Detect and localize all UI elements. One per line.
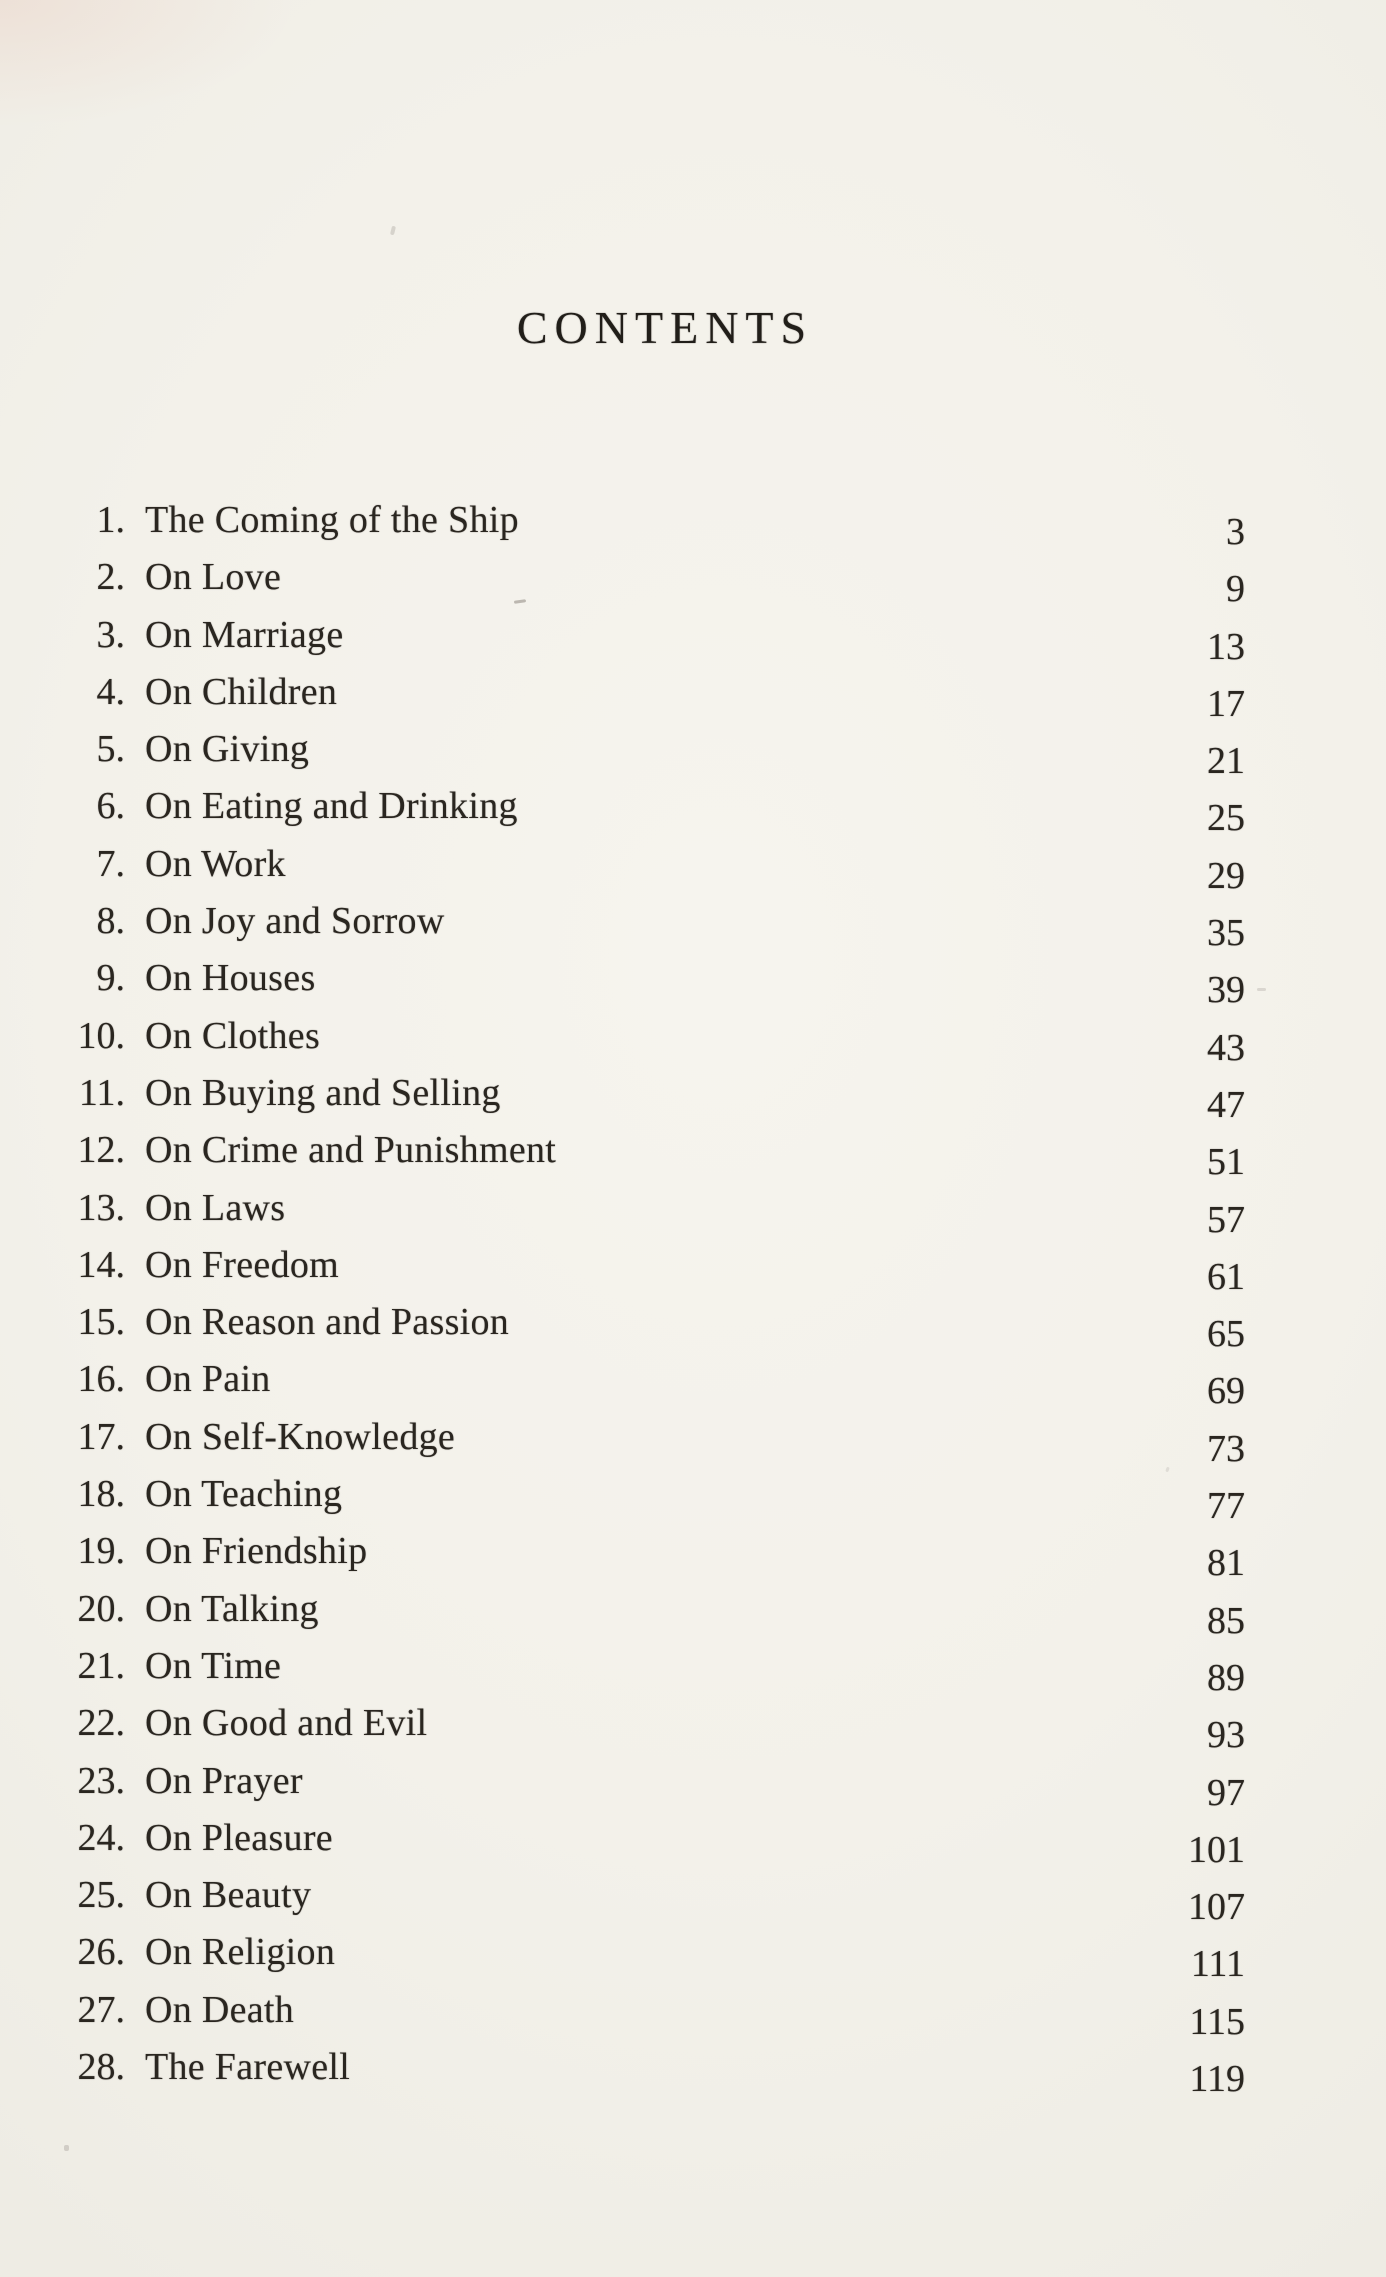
chapter-title: On Marriage — [145, 613, 344, 656]
chapter-number: 2. — [96, 556, 125, 599]
chapter-title: On Good and Evil — [145, 1702, 428, 1745]
chapter-number: 3. — [96, 613, 125, 656]
chapter-number: 5. — [96, 728, 125, 771]
chapter-title: On Work — [145, 842, 286, 885]
chapter-number: 13. — [77, 1186, 125, 1229]
chapter-number: 18. — [77, 1473, 125, 1516]
chapter-number: 14. — [77, 1243, 125, 1286]
chapter-number: 8. — [96, 900, 125, 943]
chapter-title: On Death — [145, 1988, 295, 2031]
page-number: 35 — [1207, 912, 1245, 955]
chapter-number: 26. — [77, 1931, 125, 1974]
chapter-number: 17. — [77, 1415, 125, 1458]
page-number: 101 — [1188, 1828, 1245, 1871]
chapter-title: On Friendship — [145, 1530, 368, 1573]
paper-speck — [390, 226, 396, 236]
chapter-number: 12. — [77, 1129, 125, 1172]
page-number: 69 — [1207, 1370, 1245, 1413]
chapter-title: On Laws — [145, 1186, 286, 1229]
page-number: 119 — [1189, 2058, 1245, 2101]
page-number: 29 — [1207, 854, 1245, 897]
chapter-number: 22. — [77, 1702, 125, 1745]
chapter-title: On Houses — [145, 957, 316, 1000]
page-number: 21 — [1207, 740, 1245, 783]
page-number: 57 — [1207, 1198, 1245, 1241]
page-number: 43 — [1207, 1026, 1245, 1069]
page-number: 73 — [1207, 1427, 1245, 1470]
chapter-title: On Time — [145, 1644, 282, 1687]
chapter-number: 11. — [78, 1071, 125, 1114]
chapter-number: 9. — [96, 957, 125, 1000]
paper-speck — [64, 2145, 69, 2151]
chapter-number: 19. — [77, 1530, 125, 1573]
chapter-number: 20. — [77, 1587, 125, 1630]
chapter-title: On Love — [145, 556, 282, 599]
chapter-title: On Eating and Drinking — [145, 785, 518, 828]
chapter-number: 28. — [77, 2046, 125, 2089]
chapter-title: On Prayer — [145, 1759, 303, 1802]
chapter-title: On Children — [145, 670, 338, 713]
page-number: 89 — [1207, 1656, 1245, 1699]
chapter-title: On Teaching — [145, 1473, 343, 1516]
chapter-title: The Coming of the Ship — [145, 499, 519, 541]
page-number: 93 — [1207, 1714, 1245, 1757]
chapter-number: 4. — [96, 670, 125, 713]
page-number: 47 — [1207, 1083, 1245, 1126]
table-of-contents — [0, 492, 1386, 2101]
page-number: 107 — [1188, 1886, 1245, 1929]
chapter-title: On Beauty — [145, 1874, 312, 1917]
chapter-number: 23. — [77, 1759, 125, 1802]
page-number: 51 — [1207, 1141, 1245, 1184]
chapter-number: 6. — [96, 785, 125, 828]
page-title: CONTENTS — [516, 302, 814, 353]
page-number: 115 — [1189, 2000, 1245, 2043]
chapter-number: 24. — [77, 1816, 125, 1859]
chapter-title: On Freedom — [145, 1243, 340, 1286]
chapter-title: On Buying and Selling — [145, 1071, 501, 1114]
chapter-title: On Talking — [145, 1587, 319, 1630]
chapter-title: On Self-Knowledge — [145, 1415, 456, 1458]
chapter-title: On Clothes — [145, 1014, 321, 1057]
page-number: 9 — [1226, 568, 1245, 611]
paper-speck — [1257, 988, 1266, 991]
page-number: 25 — [1207, 797, 1245, 840]
chapter-title: On Joy and Sorrow — [145, 900, 445, 943]
page-number: 13 — [1207, 625, 1245, 668]
page-number: 77 — [1207, 1485, 1245, 1528]
chapter-number: 15. — [77, 1301, 125, 1344]
chapter-title: The Farewell — [145, 2046, 351, 2089]
chapter-number: 25. — [77, 1874, 125, 1917]
chapter-number: 21. — [77, 1644, 125, 1687]
page-number: 61 — [1207, 1255, 1245, 1298]
page-number: 17 — [1207, 682, 1245, 725]
page-number: 85 — [1207, 1599, 1245, 1642]
chapter-title: On Reason and Passion — [145, 1301, 510, 1344]
page-number: 97 — [1207, 1771, 1245, 1814]
chapter-number: 1. — [96, 499, 125, 541]
chapter-title: On Giving — [145, 728, 310, 771]
chapter-number: 10. — [77, 1014, 125, 1057]
toc-row — [0, 492, 1386, 553]
chapter-title: On Pain — [145, 1358, 271, 1401]
chapter-title: On Pleasure — [145, 1816, 333, 1859]
page-number: 81 — [1207, 1542, 1245, 1585]
page-number: 65 — [1207, 1313, 1245, 1356]
page-number: 3 — [1226, 511, 1245, 553]
chapter-title: On Religion — [145, 1931, 336, 1974]
page-number: 39 — [1207, 969, 1245, 1012]
chapter-number: 27. — [77, 1988, 125, 2031]
page-number: 111 — [1190, 1943, 1245, 1986]
chapter-number: 7. — [96, 842, 125, 885]
chapter-number: 16. — [77, 1358, 125, 1401]
chapter-title: On Crime and Punishment — [145, 1129, 557, 1172]
